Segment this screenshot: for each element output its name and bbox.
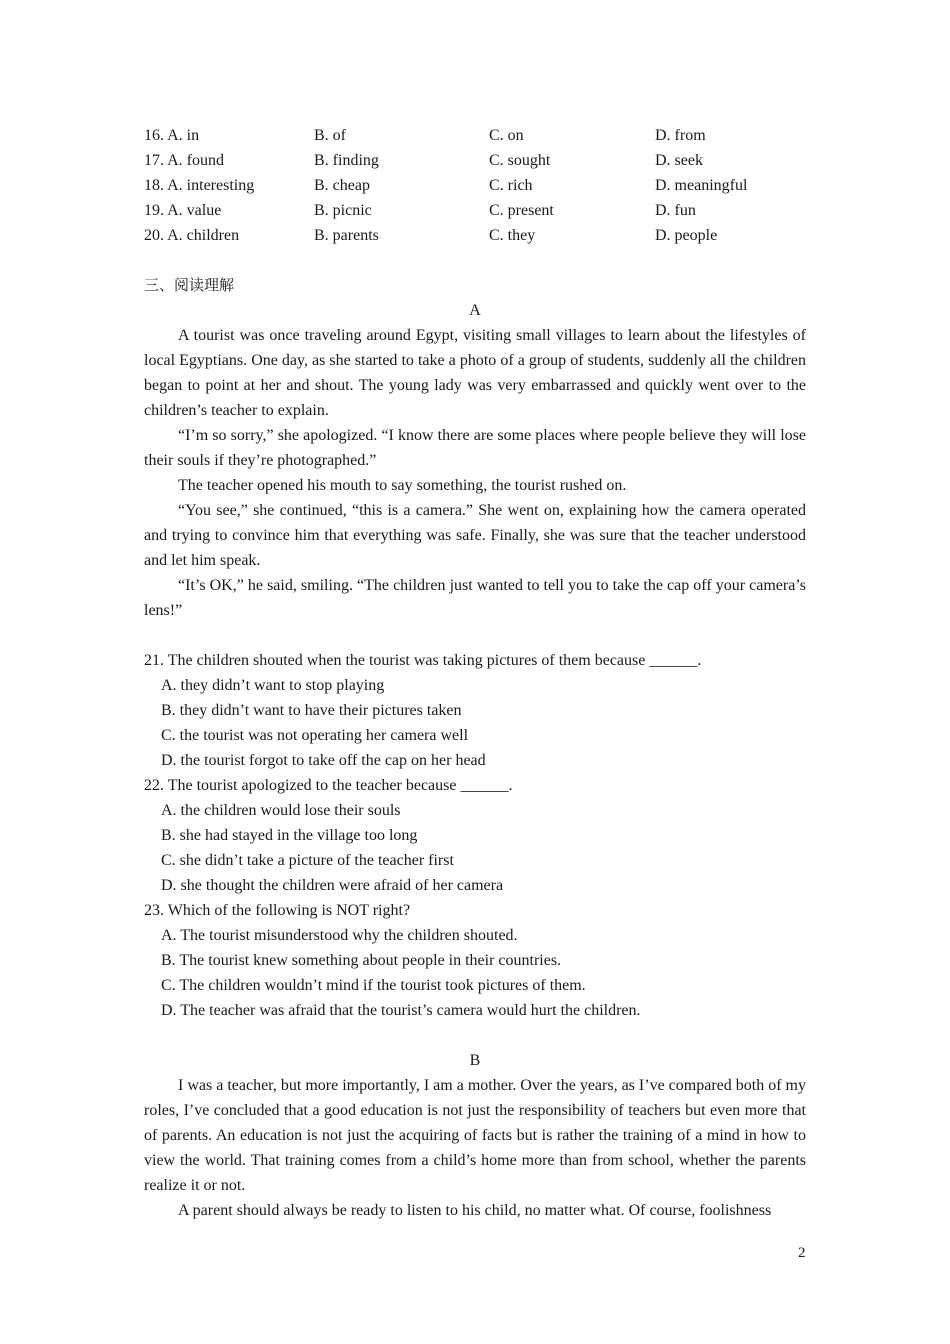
- question-22: [144, 773, 806, 898]
- passage-a-paragraph: A tourist was once traveling around Egypt, visiting small villages to learn about the lifestyles of local Egyptians. One day, as she started to take a photo of a group of students, suddenly all the children began to point at her and shout. The young lady was very embarrassed and quickly went over to the children’s teacher to explain.: [144, 327, 806, 419]
- answer-choice: B. they didn’t want to have their pictures taken: [161, 702, 462, 719]
- answer-choice: A. the children would lose their souls: [161, 802, 401, 819]
- option-d: D. fun: [655, 202, 696, 219]
- option-row-18: [144, 173, 806, 198]
- page-number: 2: [798, 1245, 806, 1261]
- option-a: 17. A. found: [144, 152, 224, 169]
- passage-a-paragraph: “It’s OK,” he said, smiling. “The children just wanted to tell you to take the cap off your camera’s lens!”: [144, 577, 806, 619]
- question-23: [144, 898, 806, 1023]
- option-row-17: [144, 148, 806, 173]
- option-d: D. from: [655, 127, 706, 144]
- answer-choice: C. the tourist was not operating her camera well: [161, 727, 469, 744]
- option-b: B. picnic: [314, 202, 372, 219]
- answer-choice: A. The tourist misunderstood why the children shouted.: [161, 927, 518, 944]
- option-a: 19. A. value: [144, 202, 222, 219]
- answer-choice: A. they didn’t want to stop playing: [161, 677, 385, 694]
- option-a: 18. A. interesting: [144, 177, 255, 194]
- option-d: D. seek: [655, 152, 703, 169]
- passage-a-paragraph: “You see,” she continued, “this is a camera.” She went on, explaining how the camera operated and trying to convince him that everything was safe. Finally, she was sure that the teacher understood and let him speak.: [144, 502, 806, 569]
- option-c: C. present: [489, 202, 554, 219]
- question-stem: 21. The children shouted when the tourist was taking pictures of them because ______.: [144, 652, 702, 669]
- passage-b-paragraph: I was a teacher, but more importantly, I am a mother. Over the years, as I’ve compared both of my roles, I’ve concluded that a good education is not just the responsibility of teachers but even more that of parents. An education is not just the acquiring of facts but is rather the training of a mind in how to view the world. That training comes from a child’s home more than from school, whether the parents realize it or not.: [144, 1077, 806, 1194]
- answer-choice: C. she didn’t take a picture of the teacher first: [161, 852, 454, 869]
- question-stem: 23. Which of the following is NOT right?: [144, 902, 411, 919]
- question-stem: 22. The tourist apologized to the teacher because ______.: [144, 777, 513, 794]
- option-a: 16. A. in: [144, 127, 200, 144]
- passage-a-paragraph: “I’m so sorry,” she apologized. “I know there are some places where people believe they will lose their souls if they’re photographed.”: [144, 427, 806, 469]
- option-row-19: [144, 198, 806, 223]
- answer-choice: B. she had stayed in the village too long: [161, 827, 418, 844]
- option-b: B. parents: [314, 227, 379, 244]
- option-b: B. finding: [314, 152, 379, 169]
- passage-a-paragraph: The teacher opened his mouth to say something, the tourist rushed on.: [178, 477, 627, 494]
- answer-choice: B. The tourist knew something about people in their countries.: [161, 952, 562, 969]
- option-row-20: [144, 223, 806, 248]
- option-row-16: [144, 123, 806, 148]
- answer-choice: D. she thought the children were afraid of her camera: [161, 877, 504, 894]
- option-a: 20. A. children: [144, 227, 240, 244]
- document-page: [144, 123, 806, 1223]
- option-d: D. meaningful: [655, 177, 748, 194]
- option-c: C. sought: [489, 152, 551, 169]
- passage-b-label: B: [469, 1052, 481, 1069]
- cloze-options: [144, 123, 806, 248]
- option-d: D. people: [655, 227, 718, 244]
- option-c: C. they: [489, 227, 536, 244]
- option-c: C. on: [489, 127, 524, 144]
- passage-a-label: A: [469, 302, 481, 319]
- option-c: C. rich: [489, 177, 533, 194]
- answer-choice: C. The children wouldn’t mind if the tourist took pictures of them.: [161, 977, 586, 994]
- answer-choice: D. The teacher was afraid that the tourist’s camera would hurt the children.: [161, 1002, 641, 1019]
- option-b: B. of: [314, 127, 346, 144]
- answer-choice: D. the tourist forgot to take off the cap on her head: [161, 752, 486, 769]
- question-21: [144, 648, 806, 773]
- passage-b-paragraph: A parent should always be ready to listen to his child, no matter what. Of course, foolishness: [178, 1202, 772, 1219]
- section-title: 三、阅读理解: [144, 276, 235, 294]
- option-b: B. cheap: [314, 177, 370, 194]
